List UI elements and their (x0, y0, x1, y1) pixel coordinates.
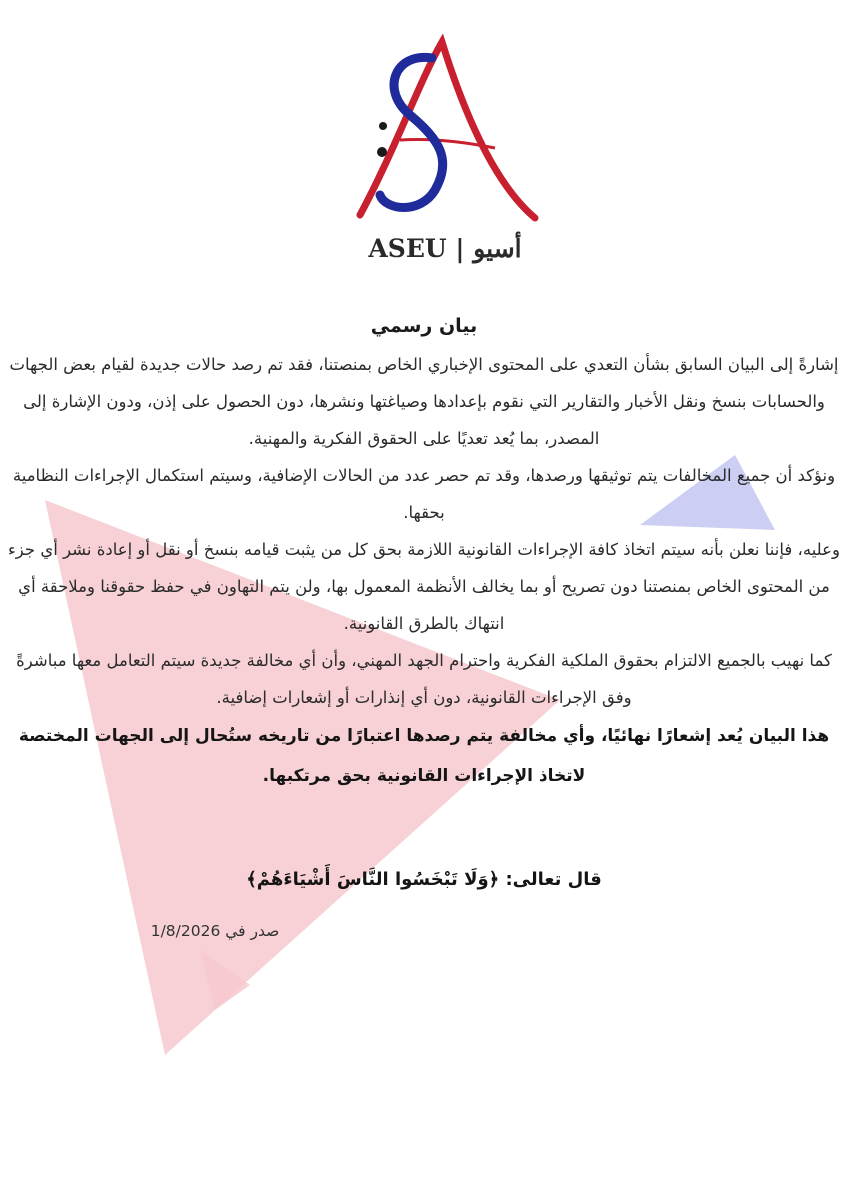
aseu-logo-mark (340, 30, 550, 230)
quran-quote: قال تعالى: ﴿وَلَا تَبْخَسُوا النَّاسَ أَشْيَاءَهُمْ﴾ (246, 869, 602, 890)
statement-paragraph-3: وعليه، فإننا نعلن بأنه سيتم اتخاذ كافة الإجراءات القانونية اللازمة بحق كل من يثبت قيامه بنسخ أو نقل أو إعادة نشر أي جزء من المحتوى الخاص بمنصتنا دون تصريح أو بما يخالف الأنظمة المعمول بها، ولن يتم التهاون في حفظ حقوقنا وملاحقة أي انتهاك بالطرق القانونية. (8, 540, 840, 633)
statement-body (0, 306, 848, 796)
statement-paragraph-2: ونؤكد أن جميع المخالفات يتم توثيقها ورصدها، وقد تم حصر عدد من الحالات الإضافية، وسيتم استكمال الإجراءات النظامية بحقها. (12, 466, 836, 522)
issue-date: صدر في 1/8/2026 (150, 922, 280, 940)
logo-letter-a-red (360, 42, 535, 218)
logo-caption (340, 234, 550, 263)
statement-paragraph-4: كما نهيب بالجميع الالتزام بحقوق الملكية الفكرية واحترام الجهد المهني، وأن أي مخالفة جديدة سيتم التعامل معها مباشرةً وفق الإجراءات القانونية، دون أي إنذارات أو إشعارات إضافية. (16, 651, 832, 707)
logo-separator: | (455, 234, 465, 263)
aseu-logo (340, 30, 550, 270)
logo-latin-name: ASEU (368, 234, 447, 263)
logo-arabic-name: أسيو (473, 234, 522, 263)
statement-final-warning: هذا البيان يُعد إشعارًا نهائيًا، وأي مخالفة يتم رصدها اعتبارًا من تاريخه ستُحال إلى الجهات المختصة لاتخاذ الإجراءات القانونية بحق مرتكبها. (18, 726, 830, 786)
logo-letter-s-blue (380, 57, 443, 207)
logo-dot (379, 122, 387, 130)
statement-title: بيان رسمي (370, 315, 478, 337)
statement-paragraph-1: إشارةً إلى البيان السابق بشأن التعدي على المحتوى الإخباري الخاص بمنصتنا، فقد تم رصد حالات جديدة لقيام بعض الجهات والحسابات بنسخ ونقل الأخبار والتقارير التي نقوم بإعدادها وصياغتها ونشرها، دون الحصول على إذن، ودون الإشارة إلى المصدر، بما يُعد تعديًا على الحقوق الفكرية والمهنية. (9, 355, 839, 448)
logo-dot (377, 147, 387, 157)
